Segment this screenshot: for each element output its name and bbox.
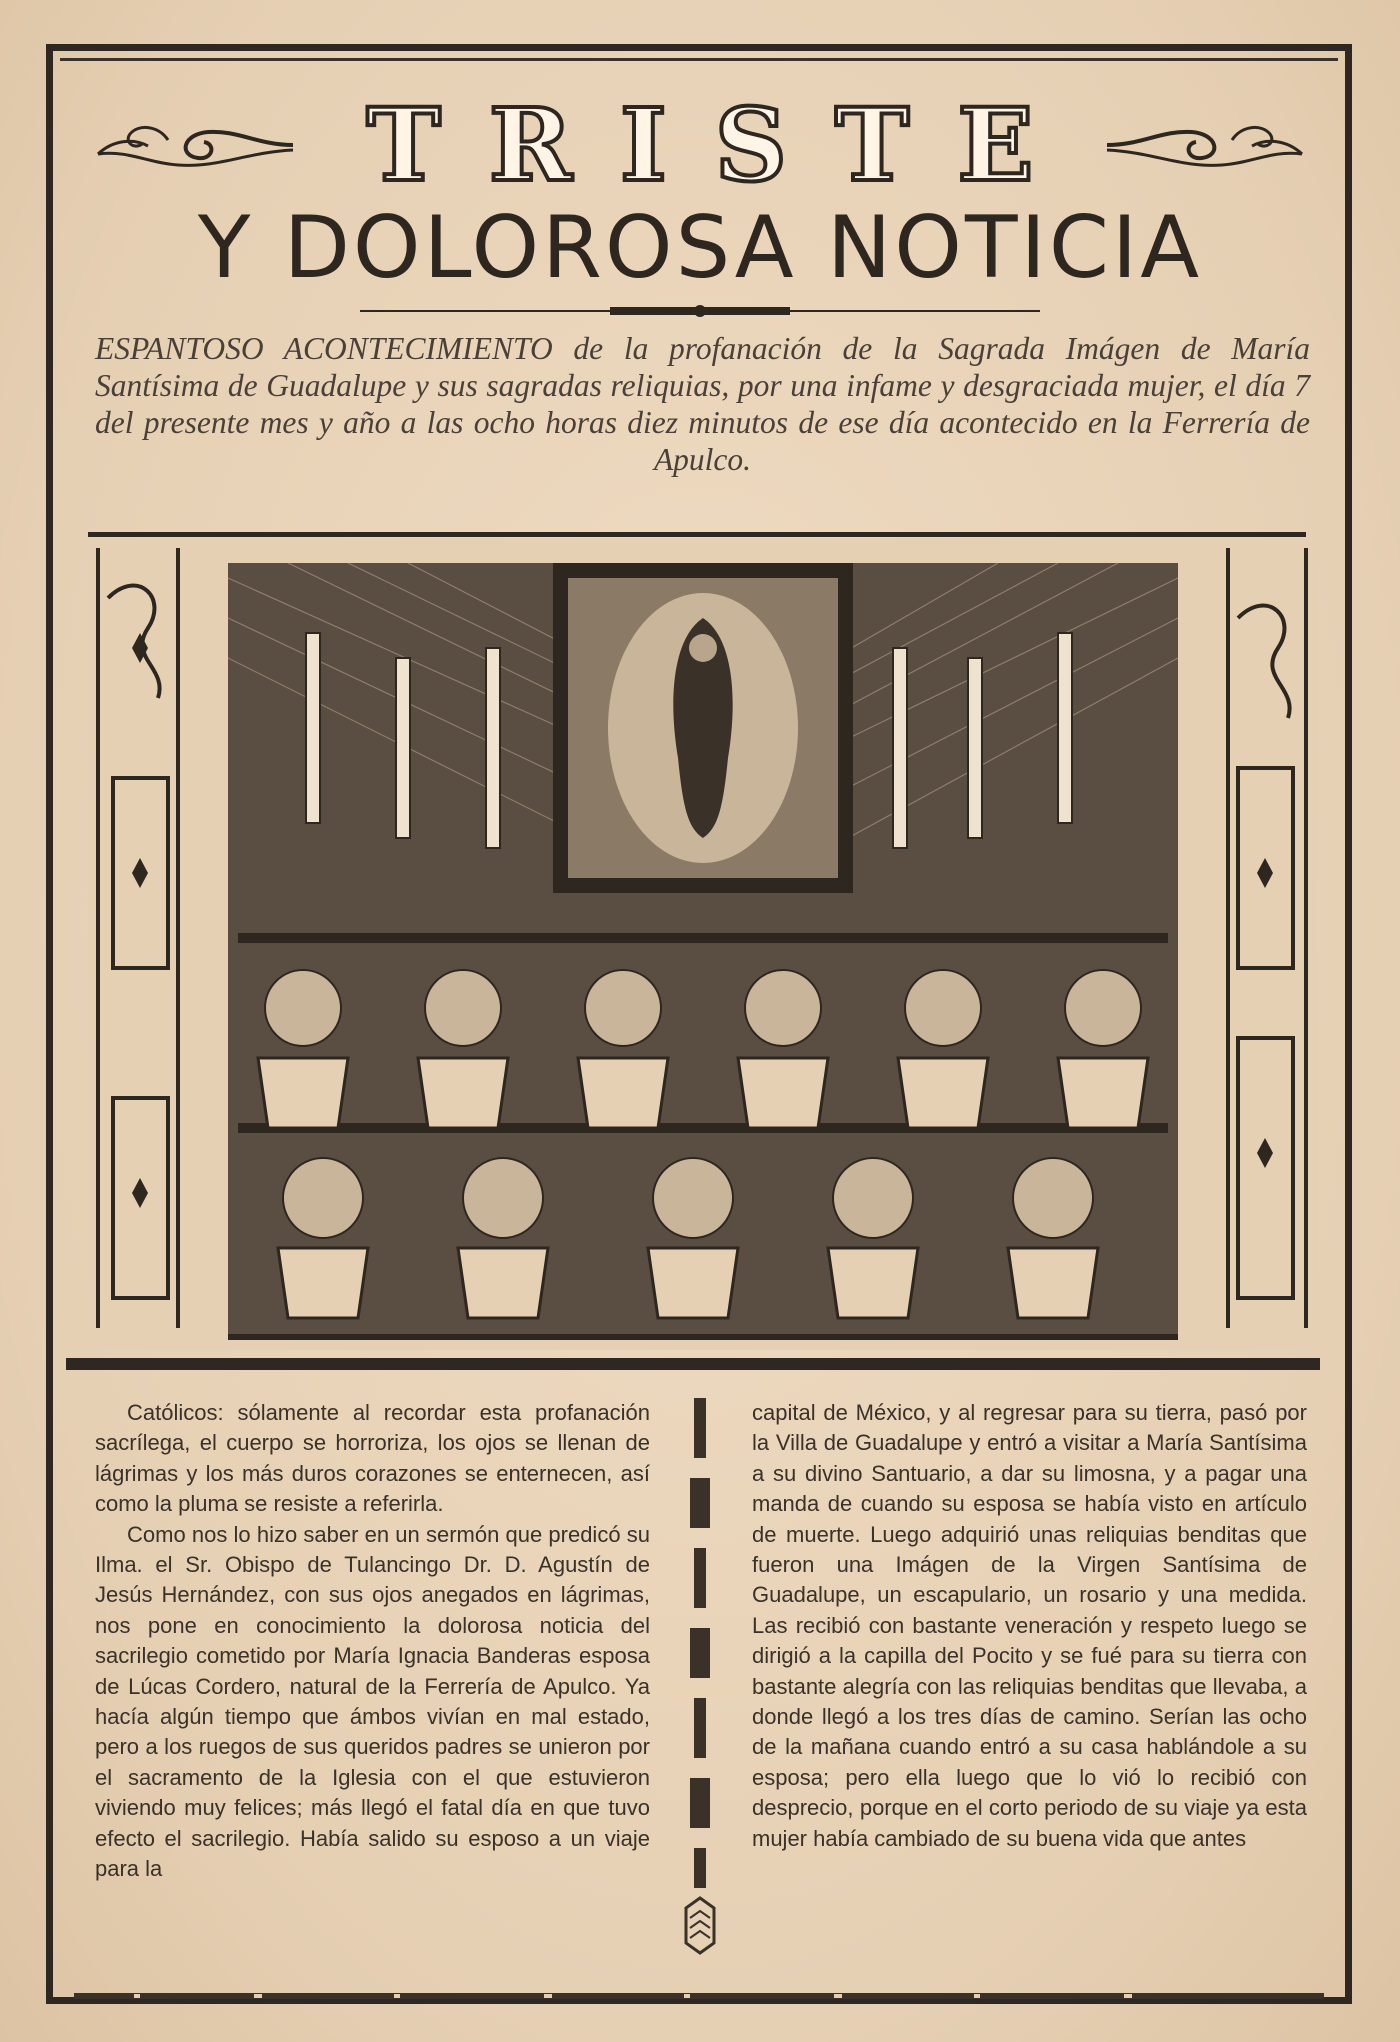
column-divider-ornament	[680, 1398, 720, 1958]
body-paragraph: capital de México, y al regresar para su tierra, pasó por la Villa de Guadalupe y entró a visitar a María Santísima a su divino Santuario, a dar su limosna, y a pagar una manda de cuando su esposa se había visto en artículo de muerte. Luego adquirió unas reliquias benditas que fueron una Imágen de la Virgen Santísima de Guadalupe, un escapulario, un rosario y una medida. Las recibió con bastante veneración y respeto luego se dirigió a la capilla del Pocito y se fué para su tierra con bastante alegría con las reliquias benditas que llevaba, a donde llegó a los tres días de camino. Serían las ocho de la mañana cuando entró a su casa hablándole a su esposa; pero ella luego que lo vió lo recibió con desprecio, porque en el corto periodo de su viaje ya esta mujer había cambiado de su buena vida que antes	[752, 1400, 1307, 1851]
decorative-rule	[360, 304, 1040, 318]
top-rule	[60, 58, 1338, 61]
engraving-bottom-band	[66, 1358, 1320, 1370]
body-column-left	[95, 1398, 650, 1885]
body-column-right	[752, 1398, 1307, 1854]
left-flourish-ornament	[88, 110, 298, 180]
bottom-decorative-band	[74, 1990, 1324, 2002]
lead-paragraph: ESPANTOSO ACONTECIMIENTO de la profanación de la Sagrada Imágen de María Santísima de Guadalupe y sus sagradas reliquias, por una infame y desgraciada mujer, el día 7 del presente mes y año a las ocho horas diez minutos de ese día acontecido en la Ferrería de Apulco.	[95, 331, 1310, 477]
headline-subtitle: Y DOLOROSA NOTICIA	[197, 198, 1203, 298]
engraving-top-band	[88, 532, 1306, 537]
headline-title: TRISTE	[366, 86, 1082, 204]
body-paragraph: Católicos: sólamente al recordar esta profanación sacrílega, el cuerpo se horroriza, los ojos se llenan de lágrimas y los más duros corazones se enternecen, así como la pluma se resiste a referirla.	[95, 1400, 650, 1517]
body-paragraph: Como nos lo hizo saber en un sermón que predicó su Ilma. el Sr. Obispo de Tulancingo Dr. D. Agustín de Jesús Hernández, con sus ojos anegados en lágrimas, nos pone en conocimiento la dolorosa noticia del sacrilegio cometido por María Ignacia Banderas esposa de Lúcas Cordero, natural de la Ferrería de Apulco. Ya hacía algún tiempo que ámbos vivían en mal estado, pero a los ruegos de sus queridos padres se unieron por el sacramento de la Iglesia con el que estuvieron viviendo muy felices; más llegó el fatal día en que tuvo efecto el sacrilegio. Había salido su esposo a un viaje para la	[95, 1521, 650, 1882]
title-row	[0, 86, 1400, 204]
altar-engraving-illustration	[88, 538, 1316, 1350]
right-flourish-ornament	[1102, 110, 1312, 180]
